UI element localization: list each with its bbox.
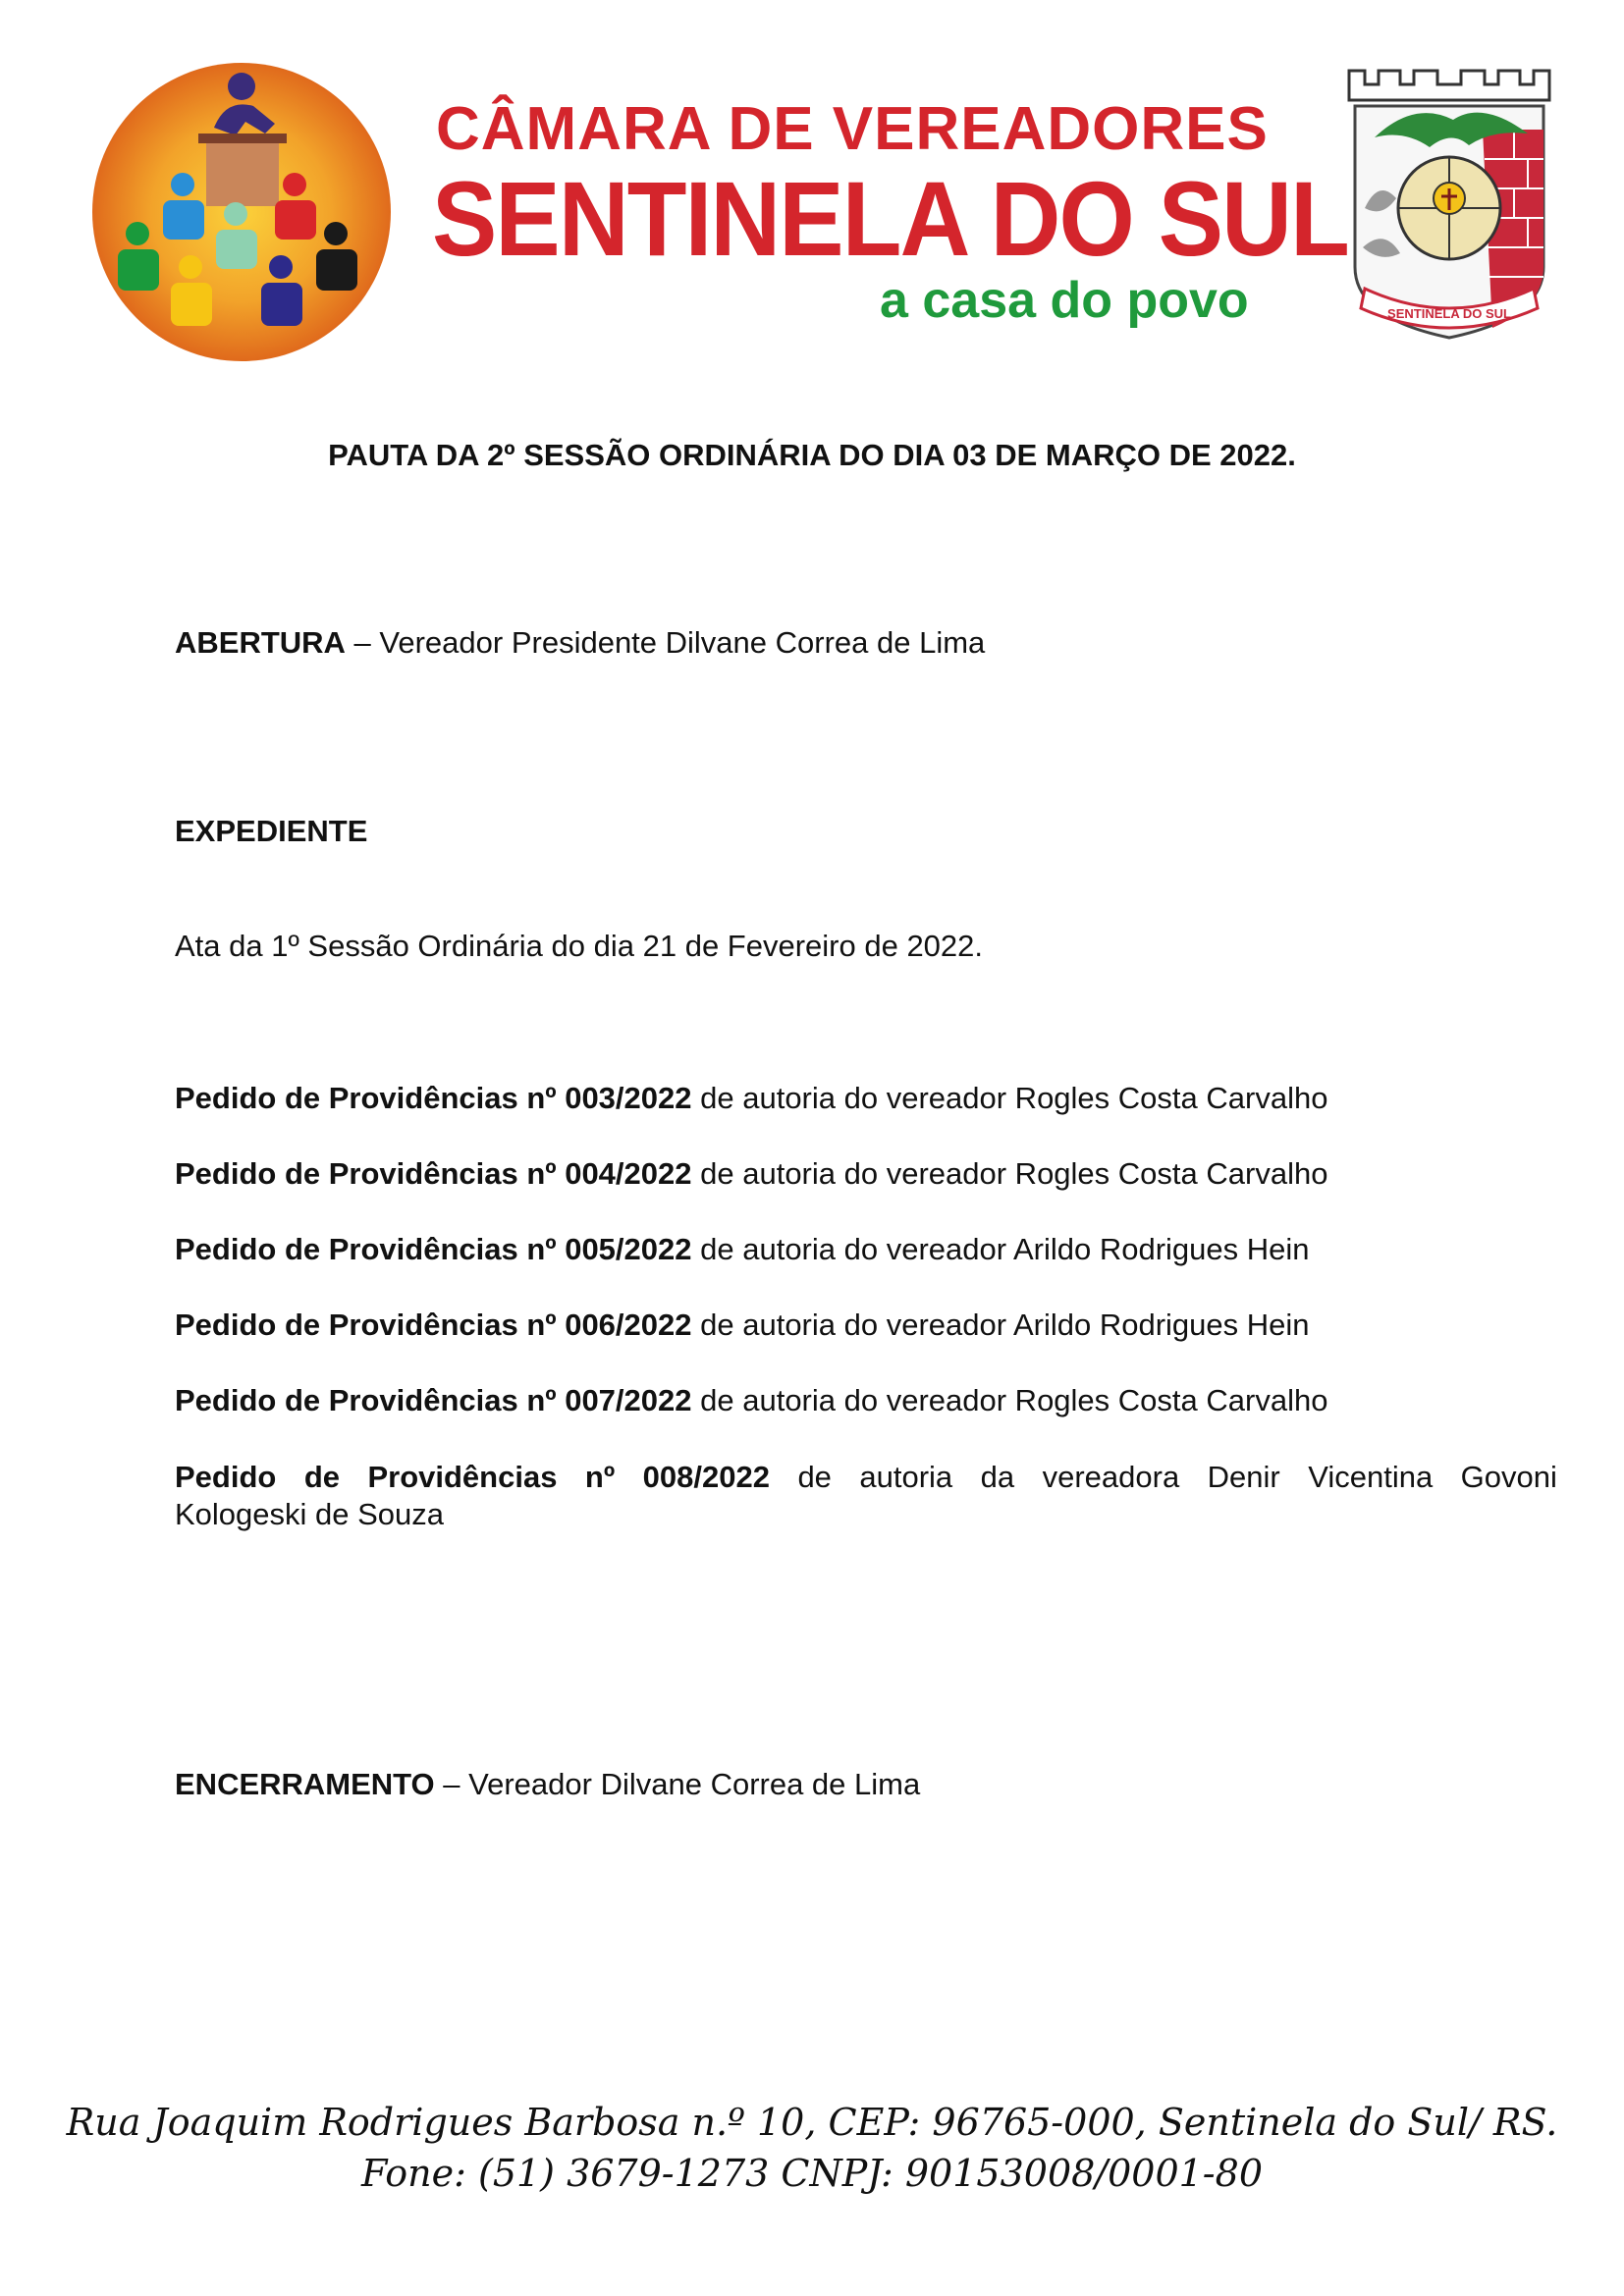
pedido-item <box>175 1383 1327 1418</box>
encerramento-text: – Vereador Dilvane Correa de Lima <box>434 1767 921 1801</box>
pedido-text: de autoria do vereador Arildo Rodrigues Hein <box>691 1308 1310 1342</box>
municipal-crest <box>1335 61 1563 355</box>
brand-city: SENTINELA DO SUL <box>432 159 1348 278</box>
brand-title: CÂMARA DE VEREADORES <box>436 95 1269 163</box>
abertura-line <box>175 625 985 661</box>
abertura-text: – Vereador Presidente Dilvane Correa de Lima <box>345 625 986 660</box>
document-title: PAUTA DA 2º SESSÃO ORDINÁRIA DO DIA 03 DE MARÇO DE 2022. <box>328 438 1296 472</box>
pedido-item <box>175 1232 1310 1267</box>
crest-ribbon-text: SENTINELA DO SUL <box>1387 306 1511 321</box>
word: Vicentina <box>1308 1460 1434 1494</box>
pedido-label: Pedido de Providências nº 003/2022 <box>175 1081 692 1115</box>
expediente-heading <box>175 814 367 849</box>
word: Pedido <box>175 1460 277 1494</box>
brand-block <box>432 88 1348 344</box>
word: Denir <box>1207 1460 1280 1494</box>
pedido-item <box>175 1156 1327 1192</box>
encerramento-line <box>175 1767 920 1802</box>
pedido-text: de autoria do vereador Rogles Costa Carvalho <box>691 1156 1328 1191</box>
pedido-text: de autoria do vereador Rogles Costa Carvalho <box>691 1081 1328 1115</box>
word: Providências <box>367 1460 558 1494</box>
pedido-label: Pedido de Providências nº 005/2022 <box>175 1232 692 1266</box>
pedido-item-justified <box>175 1459 1557 1533</box>
word: Govoni <box>1460 1460 1557 1494</box>
pedido-item <box>175 1081 1327 1116</box>
brand-slogan: a casa do povo <box>880 272 1249 329</box>
pedido-label: Pedido de Providências nº 007/2022 <box>175 1383 692 1417</box>
word: vereadora <box>1042 1460 1180 1494</box>
footer-address: Rua Joaquim Rodrigues Barbosa n.º 10, CEP: 96765-000, Sentinela do Sul/ RS. <box>66 2101 1558 2144</box>
word: de <box>303 1460 340 1494</box>
encerramento-label: ENCERRAMENTO <box>175 1767 435 1801</box>
footer-contact: Fone: (51) 3679-1273 CNPJ: 90153008/0001-80 <box>360 2152 1263 2195</box>
pedido-justified-first-line <box>175 1459 1557 1496</box>
abertura-label: ABERTURA <box>175 625 346 660</box>
word: nº <box>584 1460 616 1494</box>
ata-line: Ata da 1º Sessão Ordinária do dia 21 de Fevereiro de 2022. <box>175 929 984 963</box>
chamber-logo <box>88 59 395 365</box>
pedido-text: de autoria do vereador Arildo Rodrigues Hein <box>691 1232 1310 1266</box>
pedido-label: Pedido de Providências nº 006/2022 <box>175 1308 692 1342</box>
word: da <box>980 1460 1015 1494</box>
pedido-justified-second-line: Kologeski de Souza <box>175 1497 445 1531</box>
pedido-text: de autoria do vereador Rogles Costa Carvalho <box>691 1383 1328 1417</box>
expediente-label: EXPEDIENTE <box>175 814 368 848</box>
word: autoria <box>859 1460 953 1494</box>
pedido-item <box>175 1308 1310 1343</box>
pedido-label: Pedido de Providências nº 004/2022 <box>175 1156 692 1191</box>
word: 008/2022 <box>642 1460 770 1494</box>
word: de <box>797 1460 832 1494</box>
